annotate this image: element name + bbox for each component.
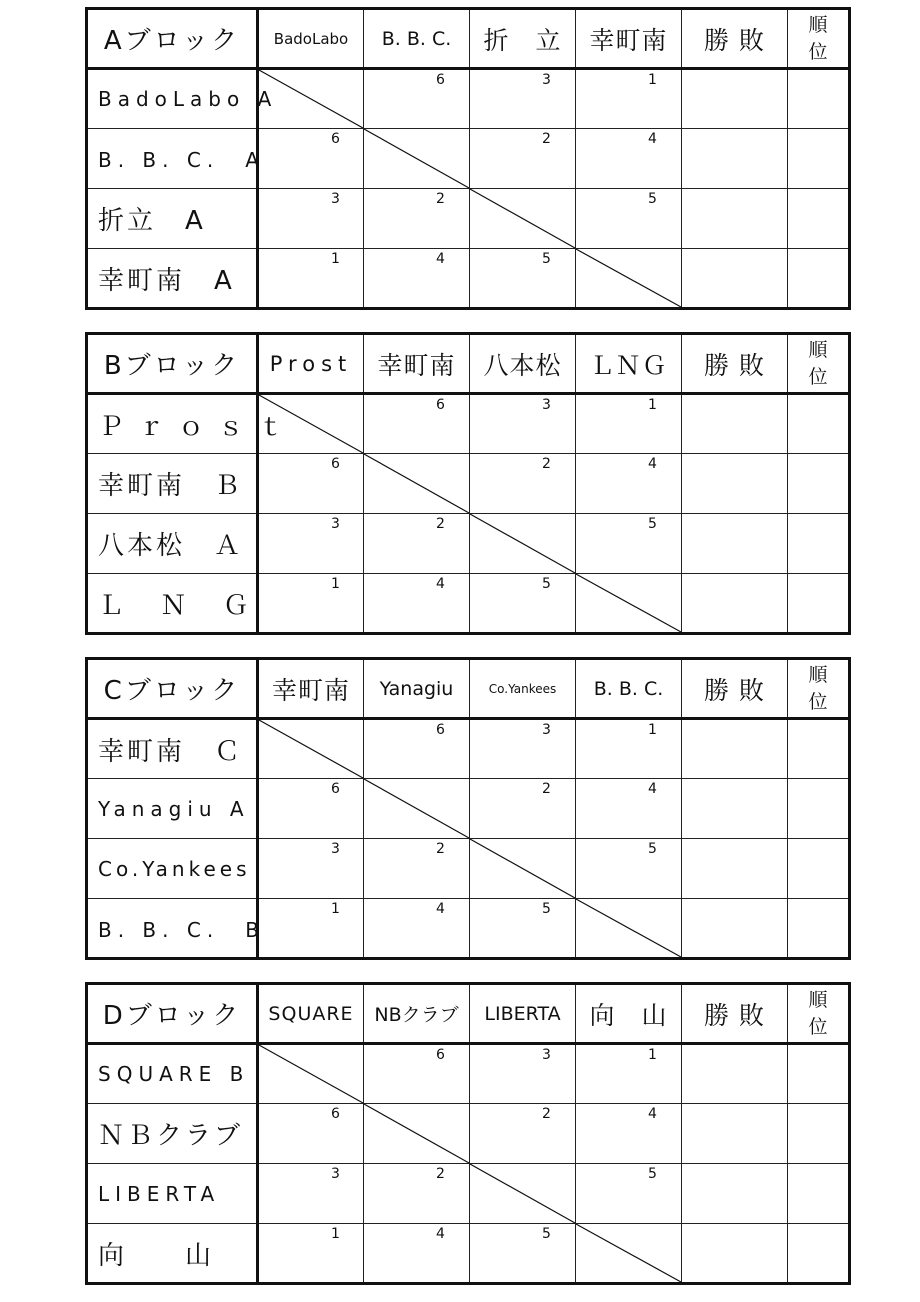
match-cell[interactable] xyxy=(364,69,470,129)
record-cell[interactable] xyxy=(682,719,788,779)
match-cell[interactable] xyxy=(470,719,576,779)
record-cell[interactable] xyxy=(682,394,788,454)
column-header: 幸町南 xyxy=(377,350,456,380)
match-order-number: 1 xyxy=(648,72,657,88)
record-cell[interactable] xyxy=(682,249,788,309)
match-order-number: 1 xyxy=(331,576,340,592)
row-team-label: 折立 A xyxy=(98,206,206,236)
column-header: 八本松 xyxy=(483,350,562,380)
match-order-number: 3 xyxy=(542,72,551,88)
self-match-cell xyxy=(576,899,682,959)
match-cell[interactable] xyxy=(576,69,682,129)
match-order-number: 2 xyxy=(436,841,445,857)
match-order-number: 2 xyxy=(542,131,551,147)
match-order-number: 3 xyxy=(542,1047,551,1063)
match-cell[interactable] xyxy=(470,1224,576,1284)
match-order-number: 5 xyxy=(542,1226,551,1242)
match-order-number: 2 xyxy=(436,1166,445,1182)
match-order-number: 5 xyxy=(648,191,657,207)
match-cell[interactable] xyxy=(258,514,364,574)
block-a xyxy=(85,7,836,308)
match-cell[interactable] xyxy=(258,129,364,189)
record-cell[interactable] xyxy=(682,1104,788,1164)
rank-header: 順 位 xyxy=(808,13,828,63)
column-header: 幸町南 xyxy=(271,675,350,705)
match-order-number: 3 xyxy=(542,722,551,738)
row-team-label: SQUARE B xyxy=(98,1062,250,1086)
match-order-number: 6 xyxy=(436,1047,445,1063)
record-header: 勝 敗 xyxy=(704,25,765,55)
match-cell[interactable] xyxy=(364,1224,470,1284)
record-cell[interactable] xyxy=(682,1164,788,1224)
row-team-label: Co.Yankees xyxy=(98,856,251,881)
self-match-cell xyxy=(258,1044,364,1104)
match-cell[interactable] xyxy=(258,1224,364,1284)
match-cell[interactable] xyxy=(258,1164,364,1224)
record-cell[interactable] xyxy=(682,514,788,574)
match-cell[interactable] xyxy=(364,899,470,959)
match-cell[interactable] xyxy=(470,779,576,839)
block-d-table xyxy=(85,982,851,1285)
match-cell[interactable] xyxy=(258,189,364,249)
rank-cell[interactable] xyxy=(788,1224,850,1284)
match-cell[interactable] xyxy=(364,839,470,899)
record-cell[interactable] xyxy=(682,899,788,959)
column-header: Co.Yankees xyxy=(488,681,557,696)
match-cell[interactable] xyxy=(576,1164,682,1224)
rank-cell[interactable] xyxy=(788,1164,850,1224)
match-cell[interactable] xyxy=(576,1104,682,1164)
row-team-label: B. B. C. B xyxy=(98,917,265,942)
column-header: ＬＮＧ xyxy=(589,350,668,380)
rank-cell[interactable] xyxy=(788,899,850,959)
record-header: 勝 敗 xyxy=(704,350,765,380)
rank-cell[interactable] xyxy=(788,249,850,309)
match-order-number: 3 xyxy=(331,1166,340,1182)
match-order-number: 3 xyxy=(542,397,551,413)
column-header: Yanagiu xyxy=(379,677,454,700)
row-team-label: Ｌ Ｎ Ｇ xyxy=(98,590,263,621)
record-cell[interactable] xyxy=(682,454,788,514)
match-cell[interactable] xyxy=(576,454,682,514)
rank-cell[interactable] xyxy=(788,129,850,189)
self-match-cell xyxy=(364,129,470,189)
match-cell[interactable] xyxy=(258,779,364,839)
block-c-table xyxy=(85,657,851,960)
match-order-number: 4 xyxy=(436,901,445,917)
match-cell[interactable] xyxy=(470,574,576,634)
match-cell[interactable] xyxy=(576,514,682,574)
column-header: BadoLabo xyxy=(273,29,349,48)
block-d xyxy=(85,982,836,1283)
rank-cell[interactable] xyxy=(788,719,850,779)
row-team-label: LIBERTA xyxy=(98,1181,221,1206)
row-team-label: Ｐｒｏｓｔ xyxy=(98,411,299,442)
row-team-label: Yanagiu A xyxy=(98,796,250,821)
match-order-number: 5 xyxy=(542,901,551,917)
match-cell[interactable] xyxy=(364,719,470,779)
match-order-number: 2 xyxy=(436,516,445,532)
record-header: 勝 敗 xyxy=(704,1000,765,1030)
record-cell[interactable] xyxy=(682,779,788,839)
row-team-label: 向 山 xyxy=(98,1240,215,1271)
record-cell[interactable] xyxy=(682,839,788,899)
column-header: Prost xyxy=(269,351,353,376)
record-cell[interactable] xyxy=(682,1044,788,1104)
match-order-number: 2 xyxy=(542,1106,551,1122)
column-header: 幸町南 xyxy=(589,25,668,55)
self-match-cell xyxy=(470,839,576,899)
rank-header: 順 位 xyxy=(808,988,828,1038)
match-cell[interactable] xyxy=(576,839,682,899)
match-cell[interactable] xyxy=(470,1044,576,1104)
row-team-label: B. B. C. A xyxy=(98,148,265,172)
match-order-number: 4 xyxy=(648,1106,657,1122)
match-cell[interactable] xyxy=(364,249,470,309)
rank-cell[interactable] xyxy=(788,454,850,514)
match-cell[interactable] xyxy=(576,1044,682,1104)
match-cell[interactable] xyxy=(470,249,576,309)
match-order-number: 6 xyxy=(331,781,340,797)
record-cell[interactable] xyxy=(682,69,788,129)
record-cell[interactable] xyxy=(682,1224,788,1284)
rank-cell[interactable] xyxy=(788,779,850,839)
rank-cell[interactable] xyxy=(788,1104,850,1164)
record-cell[interactable] xyxy=(682,574,788,634)
rank-header: 順 位 xyxy=(808,338,828,388)
row-team-label: 幸町南 Ｃ xyxy=(98,736,244,767)
self-match-cell xyxy=(364,1104,470,1164)
self-match-cell xyxy=(470,1164,576,1224)
match-order-number: 6 xyxy=(331,1106,340,1122)
match-order-number: 6 xyxy=(436,397,445,413)
match-cell[interactable] xyxy=(470,1104,576,1164)
match-order-number: 5 xyxy=(648,1166,657,1182)
rank-cell[interactable] xyxy=(788,69,850,129)
row-team-label: 幸町南 A xyxy=(98,265,235,296)
rank-cell[interactable] xyxy=(788,574,850,634)
row-team-label: BadoLabo A xyxy=(98,87,278,111)
match-cell[interactable] xyxy=(364,514,470,574)
row-team-label: 八本松 Ａ xyxy=(98,531,244,561)
block-b xyxy=(85,332,836,633)
match-cell[interactable] xyxy=(258,899,364,959)
self-match-cell xyxy=(576,1224,682,1284)
match-cell[interactable] xyxy=(576,129,682,189)
match-order-number: 1 xyxy=(648,397,657,413)
match-cell[interactable] xyxy=(364,574,470,634)
match-order-number: 4 xyxy=(648,781,657,797)
rank-header: 順 位 xyxy=(808,663,828,713)
match-cell[interactable] xyxy=(470,454,576,514)
match-order-number: 1 xyxy=(331,251,340,267)
self-match-cell xyxy=(576,249,682,309)
self-match-cell xyxy=(576,574,682,634)
match-order-number: 2 xyxy=(542,781,551,797)
match-cell[interactable] xyxy=(258,839,364,899)
match-cell[interactable] xyxy=(364,1044,470,1104)
match-order-number: 6 xyxy=(331,131,340,147)
column-header: B. B. C. xyxy=(593,677,664,700)
match-order-number: 5 xyxy=(648,841,657,857)
match-order-number: 6 xyxy=(436,72,445,88)
self-match-cell xyxy=(364,454,470,514)
match-cell[interactable] xyxy=(364,394,470,454)
match-cell[interactable] xyxy=(576,719,682,779)
record-header: 勝 敗 xyxy=(704,675,765,705)
match-order-number: 2 xyxy=(542,456,551,472)
self-match-cell xyxy=(364,779,470,839)
match-cell[interactable] xyxy=(258,249,364,309)
column-header: SQUARE xyxy=(268,1002,354,1025)
self-match-cell xyxy=(258,394,364,454)
record-cell[interactable] xyxy=(682,189,788,249)
row-team-label: 幸町南 Ｂ xyxy=(98,471,244,501)
match-cell[interactable] xyxy=(470,394,576,454)
self-match-cell xyxy=(470,189,576,249)
match-order-number: 4 xyxy=(436,576,445,592)
match-order-number: 4 xyxy=(648,456,657,472)
match-order-number: 1 xyxy=(331,1226,340,1242)
column-header: 折 立 xyxy=(483,25,562,55)
match-order-number: 3 xyxy=(331,516,340,532)
match-order-number: 3 xyxy=(331,841,340,857)
match-order-number: 6 xyxy=(436,722,445,738)
self-match-cell xyxy=(258,69,364,129)
match-cell[interactable] xyxy=(470,129,576,189)
match-cell[interactable] xyxy=(576,394,682,454)
match-cell[interactable] xyxy=(470,899,576,959)
block-title: Aブロック xyxy=(103,26,241,56)
match-order-number: 6 xyxy=(331,456,340,472)
rank-cell[interactable] xyxy=(788,1044,850,1104)
column-header: 向 山 xyxy=(589,1000,668,1030)
record-cell[interactable] xyxy=(682,129,788,189)
match-cell[interactable] xyxy=(364,1164,470,1224)
rank-cell[interactable] xyxy=(788,189,850,249)
block-title: Bブロック xyxy=(103,351,241,381)
match-order-number: 1 xyxy=(331,901,340,917)
column-header: B. B. C. xyxy=(381,27,452,50)
block-a-table xyxy=(85,7,851,310)
rank-cell[interactable] xyxy=(788,839,850,899)
self-match-cell xyxy=(258,719,364,779)
block-title: Cブロック xyxy=(103,676,241,706)
match-cell[interactable] xyxy=(258,454,364,514)
match-order-number: 5 xyxy=(542,576,551,592)
match-order-number: 4 xyxy=(436,1226,445,1242)
block-title: Dブロック xyxy=(102,1001,242,1031)
match-cell[interactable] xyxy=(364,189,470,249)
match-order-number: 1 xyxy=(648,722,657,738)
match-order-number: 2 xyxy=(436,191,445,207)
match-order-number: 5 xyxy=(542,251,551,267)
match-order-number: 5 xyxy=(648,516,657,532)
match-cell[interactable] xyxy=(258,1104,364,1164)
match-cell[interactable] xyxy=(576,189,682,249)
block-c xyxy=(85,657,836,958)
block-b-table xyxy=(85,332,851,635)
match-order-number: 1 xyxy=(648,1047,657,1063)
match-order-number: 4 xyxy=(436,251,445,267)
match-cell[interactable] xyxy=(258,574,364,634)
rank-cell[interactable] xyxy=(788,394,850,454)
match-order-number: 3 xyxy=(331,191,340,207)
match-cell[interactable] xyxy=(576,779,682,839)
row-team-label: ＮＢクラブ xyxy=(98,1121,244,1151)
match-cell[interactable] xyxy=(470,69,576,129)
match-order-number: 4 xyxy=(648,131,657,147)
rank-cell[interactable] xyxy=(788,514,850,574)
self-match-cell xyxy=(470,514,576,574)
column-header: NBクラブ xyxy=(374,1004,459,1026)
column-header: LIBERTA xyxy=(484,1002,561,1025)
